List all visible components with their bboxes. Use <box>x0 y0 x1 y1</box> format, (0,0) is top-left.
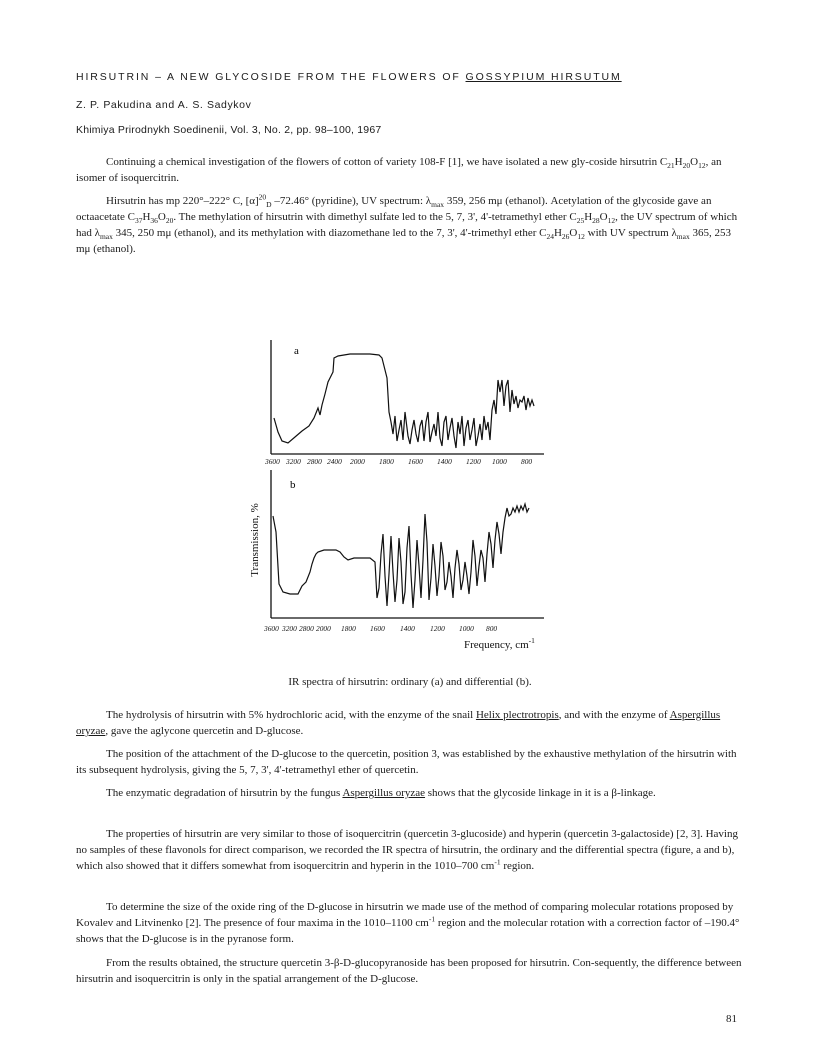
panel-a <box>264 340 544 466</box>
text: H <box>142 211 151 223</box>
text: O <box>569 227 578 239</box>
paper-title <box>76 71 756 83</box>
text: , gave the aglycone quercetin and D-glucose. <box>105 725 304 737</box>
text: 365, 253 mμ (ethanol). <box>76 227 731 255</box>
tick-label-a: 3600 <box>265 457 280 466</box>
panel-a-tick-labels <box>264 457 532 466</box>
text: The hydrolysis of hirsutrin with 5% hydrochloric acid, with the enzyme of the snail <box>106 709 476 721</box>
subscript: 21 <box>667 161 675 171</box>
spectrum-a-curve <box>274 354 534 448</box>
text: O <box>599 211 608 223</box>
superscript: -1 <box>494 857 501 867</box>
page-number: 81 <box>726 1013 737 1025</box>
tick-label-b: 3200 <box>282 624 297 633</box>
paragraph-6 <box>76 826 744 874</box>
y-axis-label: Transmission, % <box>249 503 261 577</box>
species-name: Aspergillus oryzae <box>76 709 721 737</box>
text: . The methylation of hirsutrin with dimethyl sulfate led to the 5, 7, 3', 4'-tetramethyl ether C <box>173 211 577 223</box>
text: O <box>157 211 166 223</box>
subscript: max <box>431 200 445 210</box>
title-species: GOSSYPIUM HIRSUTUM <box>465 71 622 83</box>
text: 359, 256 mμ (ethanol). Acetylation of the glycoside gave an octaacetate C <box>76 195 712 223</box>
subscript: D <box>266 200 272 210</box>
text: Hirsutrin has mp 220°–222° C, [α] <box>106 195 259 207</box>
tick-label-a: 1200 <box>466 457 481 466</box>
authors: Z. P. Pakudina and A. S. Sadykov <box>76 99 252 111</box>
text: Continuing a chemical investigation of the flowers of cotton of variety 108-F [1], we have isolated a new gly-coside hirsutrin C <box>106 156 668 168</box>
tick-label-b: 1600 <box>370 624 385 633</box>
tick-label-b: 3600 <box>264 624 279 633</box>
text: , an isomer of isoquercitrin. <box>76 156 722 184</box>
tick-label-a: 2400 <box>327 457 342 466</box>
text: , the UV spectrum of which had λ <box>76 211 738 239</box>
text: 345, 250 mμ (ethanol), and its methylation with diazomethane led to the 7, 3', 4'-trimethyl ether C <box>112 227 547 239</box>
tick-label-a: 1400 <box>437 457 452 466</box>
tick-label-a: 1800 <box>379 457 394 466</box>
text: The properties of hirsutrin are very similar to those of isoquercitrin (quercetin 3-glucoside) and hyperin (quercetin 3-galactoside) [2, 3]. Having no samples of these flavonols for direct comparison, we recorded the IR spectra of hirsutrin, the ordinary and the differential spectra (figure, a and b), which also showed that it differs somewhat from isoquercitrin and hyperin in the 1010–700 cm <box>76 828 738 872</box>
subscript: 37 <box>134 216 143 226</box>
text: H <box>674 156 683 168</box>
panel-a-label: a <box>294 345 299 357</box>
subscript: max <box>99 232 113 242</box>
superscript: 20 <box>258 192 267 202</box>
subscript: 36 <box>150 216 158 226</box>
tick-label-a: 800 <box>521 457 533 466</box>
text: H <box>584 211 593 223</box>
paragraph-4: The position of the attachment of the D-glucose to the quercetin, position 3, was established by the exhaustive methylation of the hirsutrin with its subsequent hydrolysis, giving the 5, 7, 3', 4'-tetramethyl ether of quercetin. <box>76 748 737 776</box>
text: with UV spectrum λ <box>584 227 677 239</box>
subscript: 20 <box>682 161 691 171</box>
text: To determine the size of the oxide ring of the D-glucose in hirsutrin we made use of the method of comparing molecular rotations proposed by Kovalev and Litvinenko [2]. The presence of four maxima in the 1010–1100 cm <box>76 901 734 929</box>
text: region. <box>500 860 535 872</box>
subscript: 12 <box>577 232 585 242</box>
tick-label-a: 2800 <box>307 457 322 466</box>
text: shows that the glycoside linkage in it is a β-linkage. <box>425 787 656 799</box>
species-name: Helix plectrotropis <box>475 709 559 721</box>
tick-label-b: 1000 <box>459 624 474 633</box>
subscript: 12 <box>607 216 616 226</box>
paragraph-5 <box>76 785 744 801</box>
subscript: 28 <box>592 216 600 226</box>
subscript: 12 <box>698 161 706 171</box>
tick-label-a: 2000 <box>350 457 365 466</box>
superscript: -1 <box>428 914 436 924</box>
tick-label-b: 800 <box>486 624 498 633</box>
paragraph-2 <box>76 193 744 257</box>
paragraph-1 <box>76 154 744 186</box>
species-name: Aspergillus oryzae <box>342 787 426 799</box>
figure-caption: IR spectra of hirsutrin: ordinary (a) and differential (b). <box>288 676 532 688</box>
text: The enzymatic degradation of hirsutrin by the fungus <box>106 787 343 799</box>
text: –72.46° (pyridine), UV spectrum: λ <box>271 195 432 207</box>
subscript: 26 <box>561 232 570 242</box>
panel-b-label: b <box>290 479 296 491</box>
tick-label-b: 1200 <box>430 624 445 633</box>
subscript: 25 <box>576 216 585 226</box>
subscript: max <box>676 232 690 242</box>
subscript: 20 <box>165 216 174 226</box>
tick-label-a: 3200 <box>286 457 301 466</box>
text: region and the molecular rotation with a correction factor of –190.4° shows that the D-glucose is in the pyranose form. <box>76 917 740 945</box>
subscript: 24 <box>546 232 554 242</box>
paragraph-8: From the results obtained, the structure quercetin 3-β-D-glucopyranoside has been proposed for hirsutrin. Con-sequently, the difference between hirsutrin and isoquercitrin is only in the spatial arrangement of the D-glucose. <box>76 957 742 985</box>
journal-citation: Khimiya Prirodnykh Soedinenii, Vol. 3, No. 2, pp. 98–100, 1967 <box>76 124 382 136</box>
ir-spectra-figure <box>240 336 580 654</box>
tick-label-b: 1400 <box>400 624 415 633</box>
text: H <box>553 227 562 239</box>
tick-label-a: 1600 <box>408 457 423 466</box>
panel-b-tick-labels <box>263 624 497 633</box>
panel-b <box>263 470 544 633</box>
paragraph-7 <box>76 899 744 947</box>
paragraph-3 <box>76 707 744 739</box>
tick-label-b: 2000 <box>316 624 331 633</box>
x-axis-label <box>464 636 535 651</box>
text: , and with the enzyme of <box>558 709 670 721</box>
x-axis-label-superscript: -1 <box>528 636 535 645</box>
tick-label-b: 1800 <box>341 624 356 633</box>
tick-label-a: 1000 <box>492 457 507 466</box>
text: O <box>690 156 699 168</box>
tick-label-b: 2800 <box>299 624 314 633</box>
title-main: HIRSUTRIN – A NEW GLYCOSIDE FROM THE FLOWERS OF <box>76 71 466 83</box>
spectrum-b-curve <box>273 504 529 608</box>
x-axis-label-text: Frequency, cm <box>464 639 529 651</box>
